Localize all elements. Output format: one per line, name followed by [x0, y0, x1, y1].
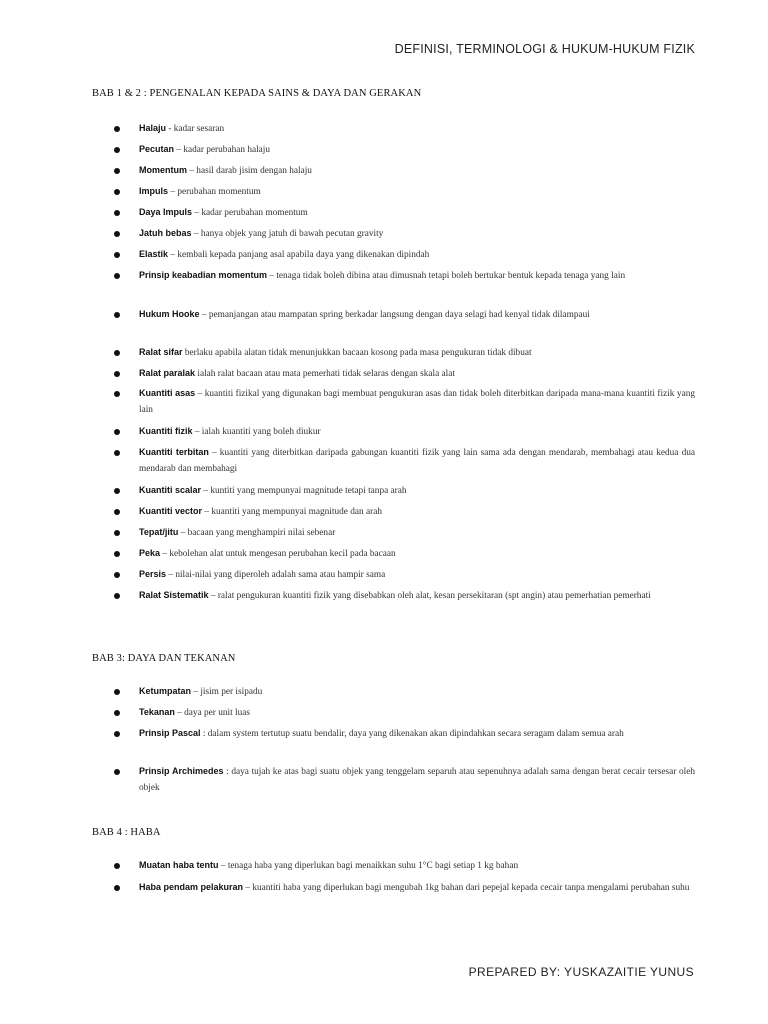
bullet-icon	[114, 863, 120, 869]
bullet-icon	[114, 530, 120, 536]
list-item	[139, 268, 695, 285]
list-item	[139, 205, 695, 222]
term: Prinsip Pascal	[139, 728, 201, 738]
term: Daya Impuls	[139, 207, 193, 217]
list-item	[139, 504, 695, 521]
list-item	[139, 525, 695, 542]
term: Kuantiti fizik	[139, 426, 193, 436]
list-item	[139, 726, 695, 743]
list-item	[139, 121, 695, 138]
term: Pecutan	[139, 144, 175, 154]
definition: ialah ralat bacaan atau mata pemerhati tidak selaras dengan skala alat	[195, 369, 455, 379]
definition: : dalam system tertutup suatu bendalir, daya yang dikenakan akan dipindahkan secara seragam dalam semua arah	[200, 729, 624, 739]
definition: – ialah kuantiti yang boleh diukur	[192, 427, 321, 437]
section-title-bab-1-2: BAB 1 & 2 : PENGENALAN KEPADA SAINS & DAYA DAN GERAKAN	[92, 88, 422, 99]
list-item	[139, 163, 695, 180]
section-title-bab-3: BAB 3: DAYA DAN TEKANAN	[92, 653, 236, 664]
definition: – daya per unit luas	[174, 708, 250, 718]
section-title-bab-4: BAB 4 : HABA	[92, 827, 161, 838]
definition: – kuantiti haba yang diperlukan bagi mengubah 1kg bahan dari pepejal kepada cecair tanpa mengalami perubahan suhu	[243, 883, 690, 893]
list-item	[139, 567, 695, 584]
term: Ralat sifar	[139, 347, 183, 357]
bullet-icon	[114, 210, 120, 216]
list-item	[139, 483, 695, 500]
term: Prinsip keabadian momentum	[139, 270, 268, 280]
definition: – pemanjangan atau mampatan spring berkadar langsung dengan daya selagi had kenyal tidak dilampaui	[199, 310, 590, 320]
term: Elastik	[139, 249, 169, 259]
term: Peka	[139, 548, 161, 558]
definition: – hasil darab jisim dengan halaju	[187, 166, 312, 176]
definition: – ralat pengukuran kuantiti fizik yang disebabkan oleh alat, kesan persekitaran (spt angin) atau pemerhatian pemerhati	[208, 591, 651, 601]
list-item	[139, 386, 695, 418]
bullet-icon	[114, 391, 120, 397]
term: Kuantiti asas	[139, 388, 196, 398]
list-item	[139, 226, 695, 243]
list-item	[139, 858, 695, 875]
term: Kuantiti scalar	[139, 485, 202, 495]
definition: – kadar perubahan momentum	[192, 208, 308, 218]
definition: – perubahan momentum	[168, 187, 261, 197]
term: Prinsip Archimedes	[139, 766, 224, 776]
list-item	[139, 684, 695, 701]
definition: berlaku apabila alatan tidak menunjukkan bacaan kosong pada masa pengukuran tidak dibuat	[182, 348, 532, 358]
document-header: DEFINISI, TERMINOLOGI & HUKUM-HUKUM FIZIK	[394, 42, 695, 56]
bullet-icon	[114, 710, 120, 716]
definition: – kembali kepada panjang asal apabila daya yang dikenakan dipindah	[168, 250, 430, 260]
bullet-icon	[114, 731, 120, 737]
definition: – tenaga haba yang diperlukan bagi menaikkan suhu 1°C bagi setiap 1 kg bahan	[218, 861, 519, 871]
term: Kuantiti terbitan	[139, 447, 209, 457]
term: Haba pendam pelakuran	[139, 882, 244, 892]
bullet-icon	[114, 168, 120, 174]
document-footer: PREPARED BY: YUSKAZAITIE YUNUS	[468, 965, 694, 979]
list-item	[139, 307, 695, 324]
term: Ketumpatan	[139, 686, 192, 696]
list-item	[139, 424, 695, 441]
term: Tekanan	[139, 707, 175, 717]
definition: - kadar sesaran	[166, 124, 225, 134]
list-item	[139, 588, 695, 605]
term: Impuls	[139, 186, 169, 196]
term: Halaju	[139, 123, 167, 133]
term: Muatan haba tentu	[139, 860, 219, 870]
bullet-icon	[114, 488, 120, 494]
bullet-icon	[114, 273, 120, 279]
bullet-icon	[114, 231, 120, 237]
term: Tepat/jitu	[139, 527, 179, 537]
list-item	[139, 445, 695, 477]
definition: – kebolehan alat untuk mengesan perubahan kecil pada bacaan	[160, 549, 396, 559]
bullet-icon	[114, 509, 120, 515]
list-item	[139, 142, 695, 159]
definition: – kuantiti fizikal yang digunakan bagi membuat pengukuran asas dan tidak boleh diterbitkan daripada mana-mana kuantiti fizik yang lain	[139, 389, 695, 415]
list-item	[139, 764, 695, 796]
definition: – bacaan yang menghampiri nilai sebenar	[178, 528, 336, 538]
bullet-icon	[114, 593, 120, 599]
list-item	[139, 247, 695, 264]
bullet-icon	[114, 147, 120, 153]
definition: – kuantiti yang diterbitkan daripada gabungan kuantiti fizik yang lain sama ada dengan mendarab, membahagi atau kedua dua mendarab dan membahagi	[139, 448, 696, 474]
bullet-icon	[114, 885, 120, 891]
bullet-icon	[114, 572, 120, 578]
bullet-icon	[114, 689, 120, 695]
bullet-icon	[114, 371, 120, 377]
list-item	[139, 184, 695, 201]
definition: – kuantiti yang mempunyai magnitude dan arah	[202, 507, 382, 517]
list-item	[139, 546, 695, 563]
term: Ralat Sistematik	[139, 590, 209, 600]
bullet-icon	[114, 126, 120, 132]
term: Kuantiti vector	[139, 506, 203, 516]
list-item	[139, 345, 695, 362]
list-item	[139, 705, 695, 722]
term: Ralat paralak	[139, 368, 196, 378]
bullet-icon	[114, 350, 120, 356]
definition: : daya tujah ke atas bagi suatu objek yang tenggelam separuh atau sepenuhnya adalah sama dengan berat cecair tersesar oleh objek	[139, 767, 695, 793]
list-item	[139, 880, 695, 897]
bullet-icon	[114, 769, 120, 775]
definition: – jisim per isipadu	[191, 687, 263, 697]
term: Jatuh bebas	[139, 228, 192, 238]
bullet-icon	[114, 252, 120, 258]
definition: – tenaga tidak boleh dibina atau dimusnah tetapi boleh bertukar bentuk kepada tenaga yang lain	[267, 271, 626, 281]
bullet-icon	[114, 551, 120, 557]
definition: – nilai-nilai yang diperoleh adalah sama atau hampir sama	[166, 570, 386, 580]
definition: – hanya objek yang jatuh di bawah pecutan gravity	[191, 229, 384, 239]
bullet-icon	[114, 189, 120, 195]
term: Momentum	[139, 165, 187, 175]
bullet-icon	[114, 429, 120, 435]
term: Persis	[139, 569, 167, 579]
bullet-icon	[114, 312, 120, 318]
bullet-icon	[114, 450, 120, 456]
list-item	[139, 366, 695, 383]
definition: – kadar perubahan halaju	[174, 145, 271, 155]
term: Hukum Hooke	[139, 309, 200, 319]
definition: – kuntiti yang mempunyai magnitude tetapi tanpa arah	[201, 486, 407, 496]
